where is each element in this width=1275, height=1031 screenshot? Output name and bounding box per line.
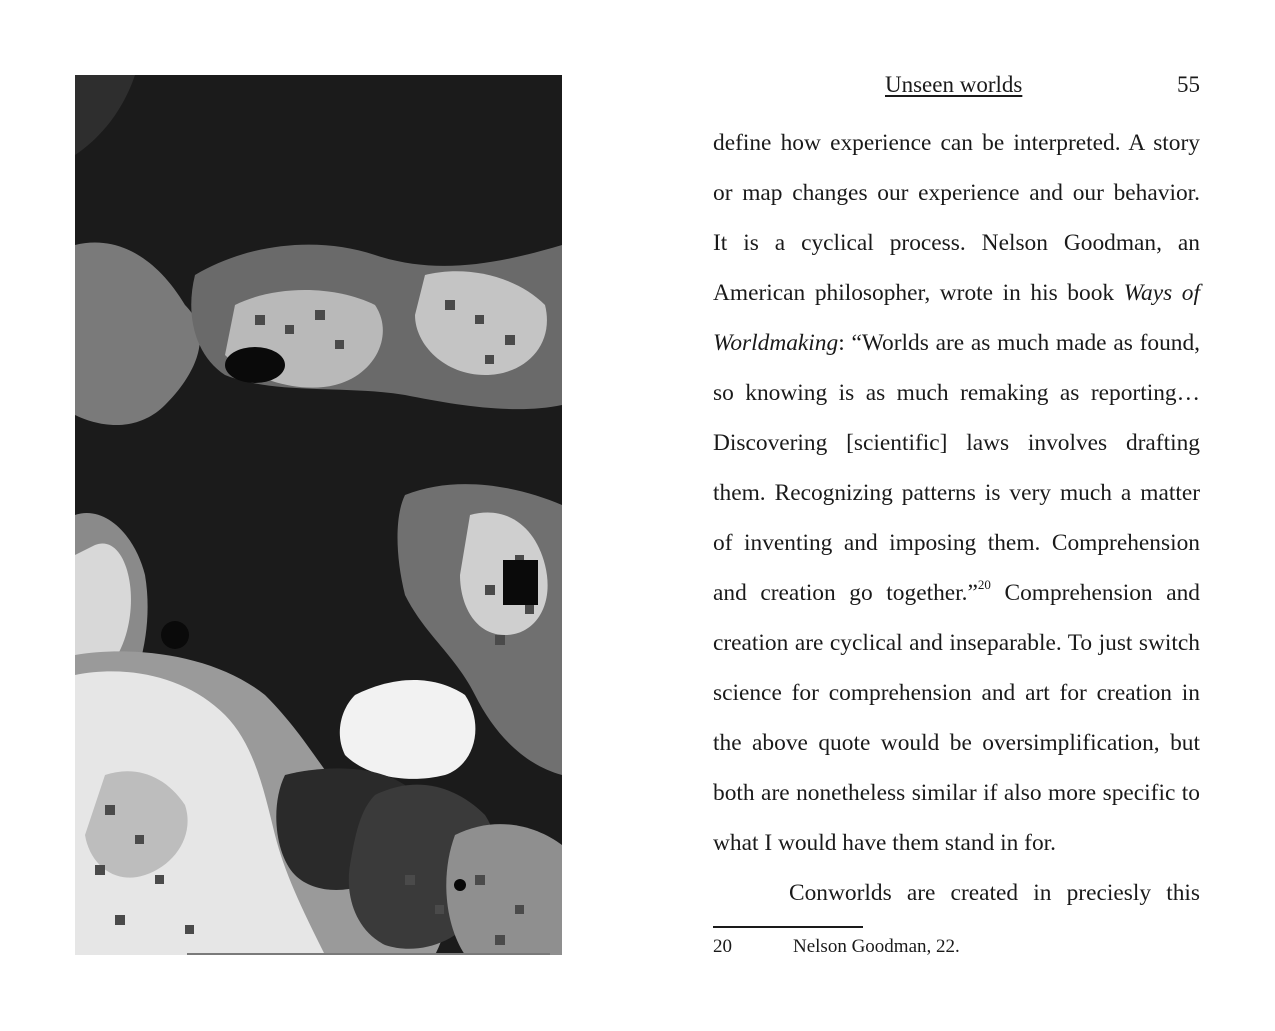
text-segment: and creation go together.” bbox=[713, 580, 978, 606]
footnote-reference[interactable]: 20 bbox=[977, 577, 991, 592]
grayscale-map-figure bbox=[75, 75, 562, 955]
text-line bbox=[713, 268, 1200, 318]
page-number: 55 bbox=[1177, 72, 1200, 97]
text-line: Conworlds are created in preciesly this bbox=[789, 880, 1200, 906]
running-header bbox=[713, 72, 1200, 102]
text-segment: Comprehension and bbox=[990, 580, 1200, 606]
book-title-italic: Ways of bbox=[1123, 280, 1200, 306]
text-line: It is a cyclical process. Nelson Goodman, an bbox=[713, 230, 1200, 256]
text-line: creation are cyclical and inseparable. To just switch bbox=[713, 630, 1200, 656]
text-segment: : “Worlds are as much made as found, bbox=[838, 330, 1200, 356]
footnote-text: Nelson Goodman, 22. bbox=[793, 936, 960, 957]
text-line: them. Recognizing patterns is very much a matter bbox=[713, 480, 1200, 506]
text-line: Discovering [scientific] laws involves drafting bbox=[713, 430, 1200, 456]
text-line: what I would have them stand in for. bbox=[713, 830, 1056, 856]
text-line: define how experience can be interpreted. A story bbox=[713, 130, 1200, 156]
book-title-italic: Worldmaking bbox=[713, 330, 839, 356]
text-line bbox=[713, 318, 1200, 368]
map-image bbox=[75, 75, 562, 955]
footnote-number: 20 bbox=[713, 936, 732, 957]
text-line: the above quote would be oversimplification, but bbox=[713, 730, 1200, 756]
text-line: science for comprehension and art for creation in bbox=[713, 680, 1200, 706]
footnote-rule bbox=[713, 926, 863, 928]
text-line: so knowing is as much remaking as reporting… bbox=[713, 380, 1200, 406]
text-line: of inventing and imposing them. Comprehension bbox=[713, 530, 1200, 556]
text-segment: American philosopher, wrote in his book bbox=[713, 280, 1124, 306]
text-line: both are nonetheless similar if also more specific to bbox=[713, 780, 1200, 806]
body-text bbox=[713, 118, 1200, 918]
text-line: or map changes our experience and our behavior. bbox=[713, 180, 1200, 206]
text-line bbox=[713, 568, 1200, 618]
running-title: Unseen worlds bbox=[885, 72, 1023, 97]
